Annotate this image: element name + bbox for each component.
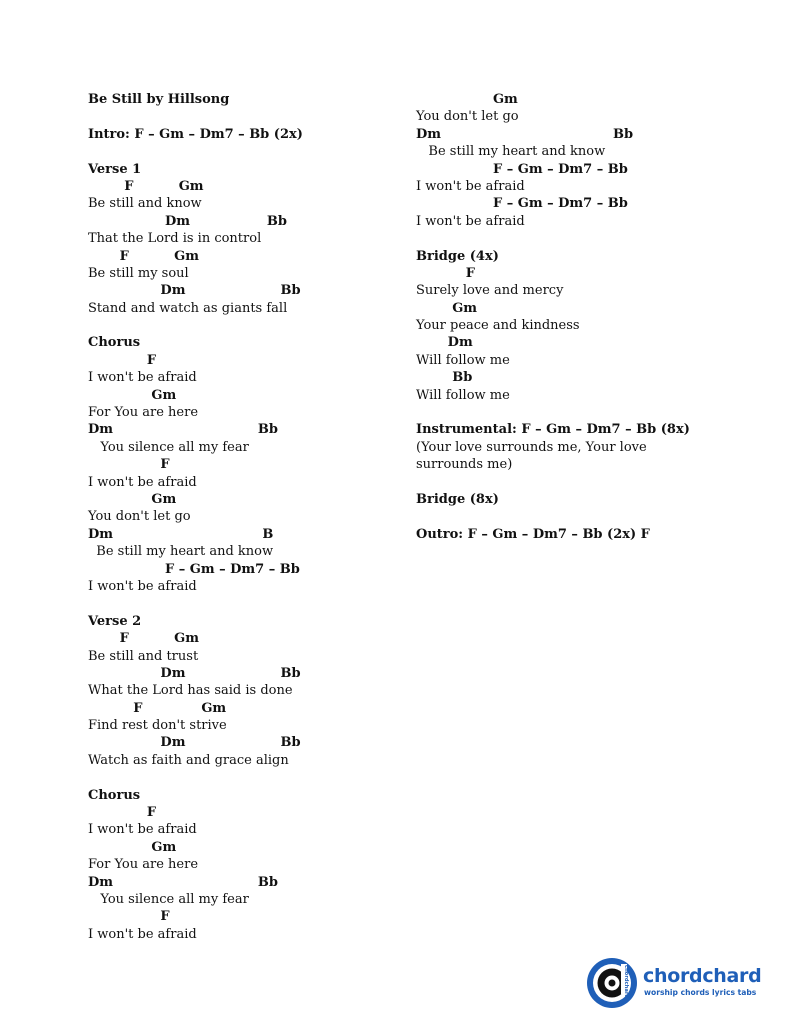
lyric-line: (Your love surrounds me, Your love xyxy=(416,439,647,455)
lyric-line: I won't be afraid xyxy=(88,370,197,386)
section-heading: Outro: F – Gm – Dm7 – Bb (2x) F xyxy=(416,526,650,542)
chord-line: F xyxy=(88,805,157,821)
logo-vertical-text: chordchard xyxy=(623,965,629,999)
section-heading: Chorus xyxy=(88,787,141,803)
chord-line: Dm B xyxy=(88,526,274,542)
lyric-line: Be still and know xyxy=(88,196,202,212)
lyric-line: Stand and watch as giants fall xyxy=(88,300,288,316)
lyric-line: Will follow me xyxy=(416,387,510,403)
section-heading: Be Still by Hillsong xyxy=(88,92,230,107)
chord-line: Dm Bb xyxy=(88,422,278,438)
left-column xyxy=(88,91,408,943)
chord-line: Gm xyxy=(88,839,177,855)
blank-line xyxy=(416,474,756,491)
chord-line: F xyxy=(88,352,157,368)
chord-line: Dm Bb xyxy=(88,283,301,299)
chord-line: Dm Bb xyxy=(88,735,301,751)
blank-line xyxy=(88,769,408,786)
lyric-line: That the Lord is in control xyxy=(88,231,262,247)
chord-line: F xyxy=(88,457,170,473)
lyric-line: I won't be afraid xyxy=(416,213,525,229)
chord-line: F xyxy=(88,909,170,925)
chord-line: Dm Bb xyxy=(416,126,634,142)
chord-line: F Gm xyxy=(88,700,227,716)
chord-line: Gm xyxy=(416,92,518,107)
lyric-line: I won't be afraid xyxy=(88,474,197,490)
logo-mark-icon xyxy=(585,956,639,1010)
section-heading: Verse 1 xyxy=(88,161,142,177)
blank-line xyxy=(416,508,756,525)
chord-line: Bb xyxy=(416,370,473,386)
section-heading: Intro: F – Gm – Dm7 – Bb (2x) xyxy=(88,126,303,142)
lyric-line: Be still and trust xyxy=(88,648,199,664)
lyric-line: What the Lord has said is done xyxy=(88,683,293,699)
chord-line: Dm Bb xyxy=(88,665,301,681)
lyric-line: You don't let go xyxy=(416,109,519,125)
lyric-line: Surely love and mercy xyxy=(416,283,564,299)
lyric-line: I won't be afraid xyxy=(416,178,525,194)
lyric-line: You don't let go xyxy=(88,509,191,525)
chord-line: F Gm xyxy=(88,248,200,264)
chord-line: F – Gm – Dm7 – Bb xyxy=(88,561,300,577)
logo-tagline: worship chords lyrics tabs xyxy=(644,988,757,997)
section-heading: Bridge (8x) xyxy=(416,491,499,507)
chord-line: Dm xyxy=(416,335,473,351)
section-heading: Instrumental: F – Gm – Dm7 – Bb (8x) xyxy=(416,422,690,438)
chord-line: Gm xyxy=(416,300,478,316)
chord-line: Gm xyxy=(88,387,177,403)
section-heading: Bridge (4x) xyxy=(416,248,499,264)
lyric-line: surrounds me) xyxy=(416,457,513,473)
lyric-line: Your peace and kindness xyxy=(416,318,580,334)
blank-line xyxy=(88,143,408,160)
chord-line: F Gm xyxy=(88,631,200,647)
logo-name: chordchard xyxy=(643,965,762,987)
lyric-line: You silence all my fear xyxy=(88,891,249,907)
section-heading: Verse 2 xyxy=(88,613,142,629)
blank-line xyxy=(88,595,408,612)
lyric-line: I won't be afraid xyxy=(88,578,197,594)
right-column xyxy=(416,91,756,543)
lyric-line: I won't be afraid xyxy=(88,822,197,838)
chord-line: F xyxy=(416,265,476,281)
lyric-line: Be still my heart and know xyxy=(416,144,606,160)
section-heading: Chorus xyxy=(88,335,141,351)
lyric-line: Be still my soul xyxy=(88,265,189,281)
lyric-line: I won't be afraid xyxy=(88,926,197,942)
lyric-line: Watch as faith and grace align xyxy=(88,752,289,768)
lyric-line: Be still my heart and know xyxy=(88,544,274,560)
chord-line: F – Gm – Dm7 – Bb xyxy=(416,161,628,177)
lyric-line: You silence all my fear xyxy=(88,439,249,455)
chordchard-logo[interactable] xyxy=(585,956,775,1010)
blank-line xyxy=(88,317,408,334)
chord-line: Gm xyxy=(88,491,177,507)
lyric-line: For You are here xyxy=(88,857,199,873)
blank-line xyxy=(88,108,408,125)
chord-line: Dm Bb xyxy=(88,213,287,229)
chord-line: F – Gm – Dm7 – Bb xyxy=(416,196,628,212)
blank-line xyxy=(416,404,756,421)
chord-line: F Gm xyxy=(88,178,204,194)
chord-line: Dm Bb xyxy=(88,874,278,890)
lyric-line: Will follow me xyxy=(416,352,510,368)
blank-line xyxy=(416,230,756,247)
lyric-line: For You are here xyxy=(88,405,199,421)
lyric-line: Find rest don't strive xyxy=(88,718,227,734)
